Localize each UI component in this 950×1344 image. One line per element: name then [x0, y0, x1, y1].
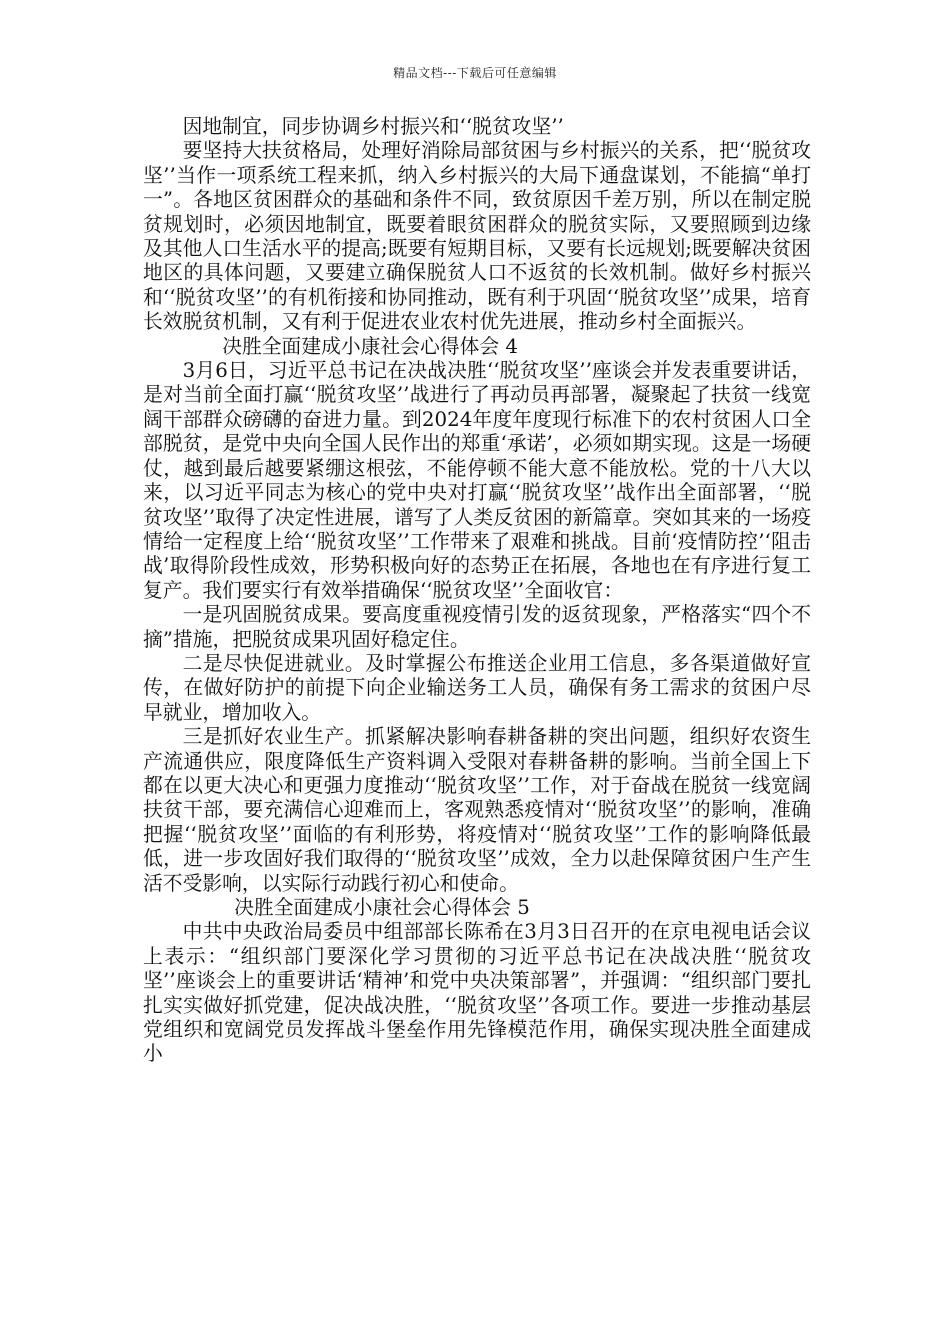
section-heading: 决胜全面建成小康社会心得体会 5 — [234, 896, 530, 919]
document-body — [143, 115, 811, 1067]
paragraph: 二是尽快促进就业。及时掌握公布推送企业用工信息，多各渠道做好宣传，在做好防护的前提下向企业输送务工人员，确保有务工需求的贫困户尽早就业，增加收入。 — [143, 651, 811, 724]
paragraph-lead: 因地制宜，同步协调乡村振兴和‘‘脱贫攻坚’’ — [182, 115, 564, 138]
page-header: 精品文档---下载后可任意编辑 — [393, 66, 557, 80]
paragraph: 3月6日，习近平总书记在决战决胜‘‘脱贫攻坚’’座谈会并发表重要讲话，是对当前全面打赢‘‘脱贫攻坚’’战进行了再动员再部署，凝聚起了扶贫一线宽阔干部群众磅礴的奋进力量。到2024年度年度现行标准下的农村贫困人口全部脱贫，是党中央向全国人民作出的郑重‘承诺’，必须如期实现。这是一场硬仗，越到最后越要紧绷这根弦，不能停顿不能大意不能放松。党的十八大以来，以习近平同志为核心的党中央对打赢‘‘脱贫攻坚’’战作出全面部署，‘‘脱贫攻坚’’取得了决定性进展，谱写了人类反贫困的新篇章。突如其来的一场疫情给一定程度上给‘‘脱贫攻坚’’工作带来了艰难和挑战。目前‘疫情防控’‘阻击战’取得阶段性成效，形势积极向好的态势正在拓展，各地也在有序进行复工复产。我们要实行有效举措确保‘‘脱贫攻坚’’全面收官： — [143, 359, 811, 602]
paragraph: 三是抓好农业生产。抓紧解决影响春耕备耕的突出问题，组织好农资生产流通供应，限度降低生产资料调入受限对春耕备耕的影响。当前全国上下都在以更大决心和更强力度推动‘‘脱贫攻坚’’工作，对于奋战在脱贫一线宽阔扶贫干部，要充满信心迎难而上，客观熟悉疫情对‘‘脱贫攻坚’’的影响，准确把握‘‘脱贫攻坚’’面临的有利形势，将疫情对‘‘脱贫攻坚’’工作的影响降低最低，进一步攻固好我们取得的‘‘脱贫攻坚’’成效，全力以赴保障贫困户生产生活不受影响，以实际行动践行初心和使命。 — [143, 725, 811, 895]
paragraph: 中共中央政治局委员中组部部长陈希在3月3日召开的在京电视电话会议上表示：“组织部门要深化学习贯彻的习近平总书记在决战决胜‘‘脱贫攻坚’’座谈会上的重要讲话‘精神’和党中央决策部署”，并强调：“组织部门要扎扎实实做好抓党建，促决战决胜，‘‘脱贫攻坚’’各项工作。要进一步推动基层党组织和宽阔党员发挥战斗堡垒作用先锋模范作用，确保实现决胜全面建成小 — [143, 920, 811, 1066]
section-heading: 决胜全面建成小康社会心得体会 4 — [222, 334, 518, 358]
paragraph: 一是巩固脱贫成果。要高度重视疫情引发的返贫现象，严格落实“四个不摘”措施，把脱贫成果巩固好稳定住。 — [143, 603, 811, 651]
paragraph: 要坚持大扶贫格局，处理好消除局部贫困与乡村振兴的关系，把‘‘脱贫攻坚’’当作一项系统工程来抓，纳入乡村振兴的大局下通盘谋划，不能搞“单打一”。各地区贫困群众的基础和条件不同，致贫原因千差万别，所以在制定脱贫规划时，必须因地制宜，既要着眼贫困群众的脱贫实际，又要照顾到边缘及其他人口生活水平的提高;既要有短期目标，又要有长远规划;既要解决贫困地区的具体问题，又要建立确保脱贫人口不返贫的长效机制。做好乡村振兴和‘‘脱贫攻坚’’的有机衔接和协同推动，既有利于巩固‘‘脱贫攻坚’’成果，培育长效脱贫机制，又有利于促进农业农村优先进展，推动乡村全面振兴。 — [143, 139, 811, 334]
